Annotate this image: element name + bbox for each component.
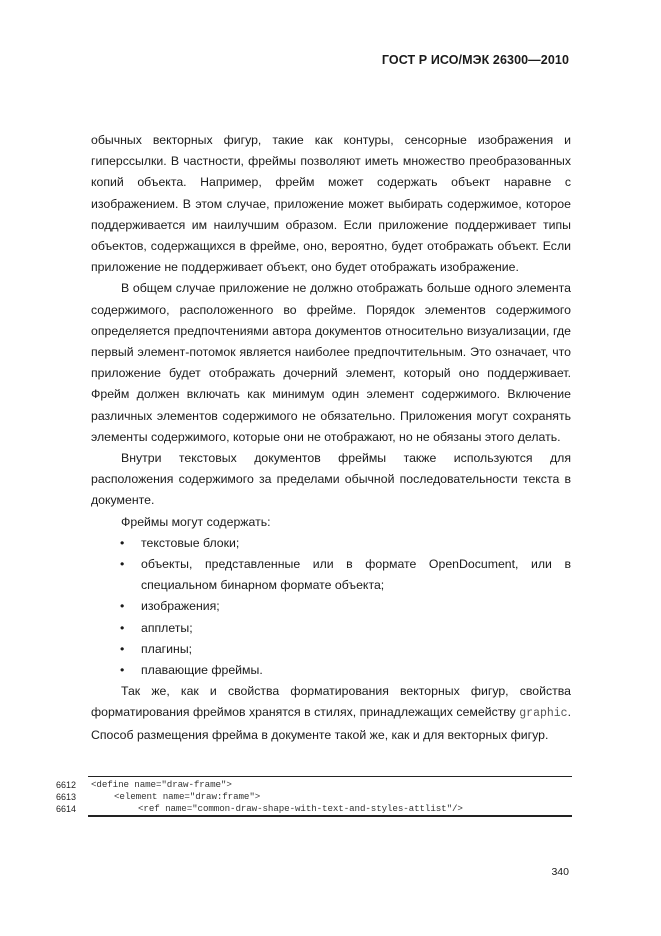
line-number: 6614	[56, 804, 77, 814]
document-header: ГОСТ Р ИСО/МЭК 26300—2010	[381, 53, 569, 67]
page-number: 340	[551, 866, 569, 878]
code-line	[56, 803, 574, 815]
list-item: • плавающие фреймы.	[91, 660, 571, 681]
code-text: <element name="draw:frame">	[114, 791, 261, 802]
paragraph-content-order: В общем случае приложение не должно отображать больше одного элемента содержимого, расположенного во фрейме. Порядок элементов содержимого определяется предпочтениями автора документов относительно визуализации, где первый элемент-потомок является наиболее предпочтительным. Это означает, что приложение будет отображать дочерний элемент, который оно поддерживает. Фрейм должен включать как минимум один элемент содержимого. Включение различных элементов содержимого не обязательно. Приложения могут сохранять элементы содержимого, которые они не отображают, но не обязаны этого делать.	[91, 281, 571, 444]
paragraph-frames-contain: Фреймы могут содержать:	[121, 514, 271, 529]
code-listing	[56, 769, 574, 814]
bullet-icon: •	[120, 599, 125, 614]
list-item: • апплеты;	[91, 618, 571, 639]
bullet-icon: •	[120, 557, 125, 572]
bullet-icon: •	[120, 620, 125, 635]
bullet-icon: •	[120, 641, 125, 656]
paragraph-frames-intro: обычных векторных фигур, такие как контуры, сенсорные изображения и гиперссылки. В частности, фреймы позволяют иметь множество преобразованных копий объекта. Например, фрейм может содержать объект наравне с изображением. В этом случае, приложение может выбирать содержимое, которое поддерживается им наилучшим образом. Если приложение поддерживает типы объектов, содержащихся в фрейме, оно, вероятно, будет отображать объект. Если приложение не поддерживает объект, оно будет отображать изображение.	[91, 133, 571, 275]
code-line	[56, 791, 574, 803]
bullet-icon: •	[120, 663, 125, 678]
list-item: • объекты, представленные или в формате OpenDocument, или в специальном бинарном формате объекта;	[91, 554, 571, 596]
code-line	[56, 779, 574, 791]
code-text: <ref name="common-draw-shape-with-text-and-styles-attlist"/>	[138, 803, 463, 814]
frame-content-list	[91, 533, 571, 681]
code-bottom-rule	[88, 815, 572, 817]
list-item: • изображения;	[91, 596, 571, 617]
document-body	[91, 130, 571, 746]
line-number: 6613	[56, 792, 77, 802]
bullet-icon: •	[120, 535, 125, 550]
list-item: • плагины;	[91, 639, 571, 660]
paragraph-formatting: Так же, как и свойства форматирования векторных фигур, свойства форматирования фреймов хранятся в стилях, принадлежащих семейству graphic. Способ размещения фрейма в документе такой же, как и для векторных фигур.	[91, 684, 571, 742]
list-item: • текстовые блоки;	[91, 533, 571, 554]
paragraph-text-documents: Внутри текстовых документов фреймы также используются для расположения содержимого за пределами обычной последовательности текста в документе.	[91, 451, 571, 508]
code-term-graphic: graphic	[519, 707, 568, 721]
code-text: <define name="draw-frame">	[91, 779, 232, 790]
line-number: 6612	[56, 780, 77, 790]
